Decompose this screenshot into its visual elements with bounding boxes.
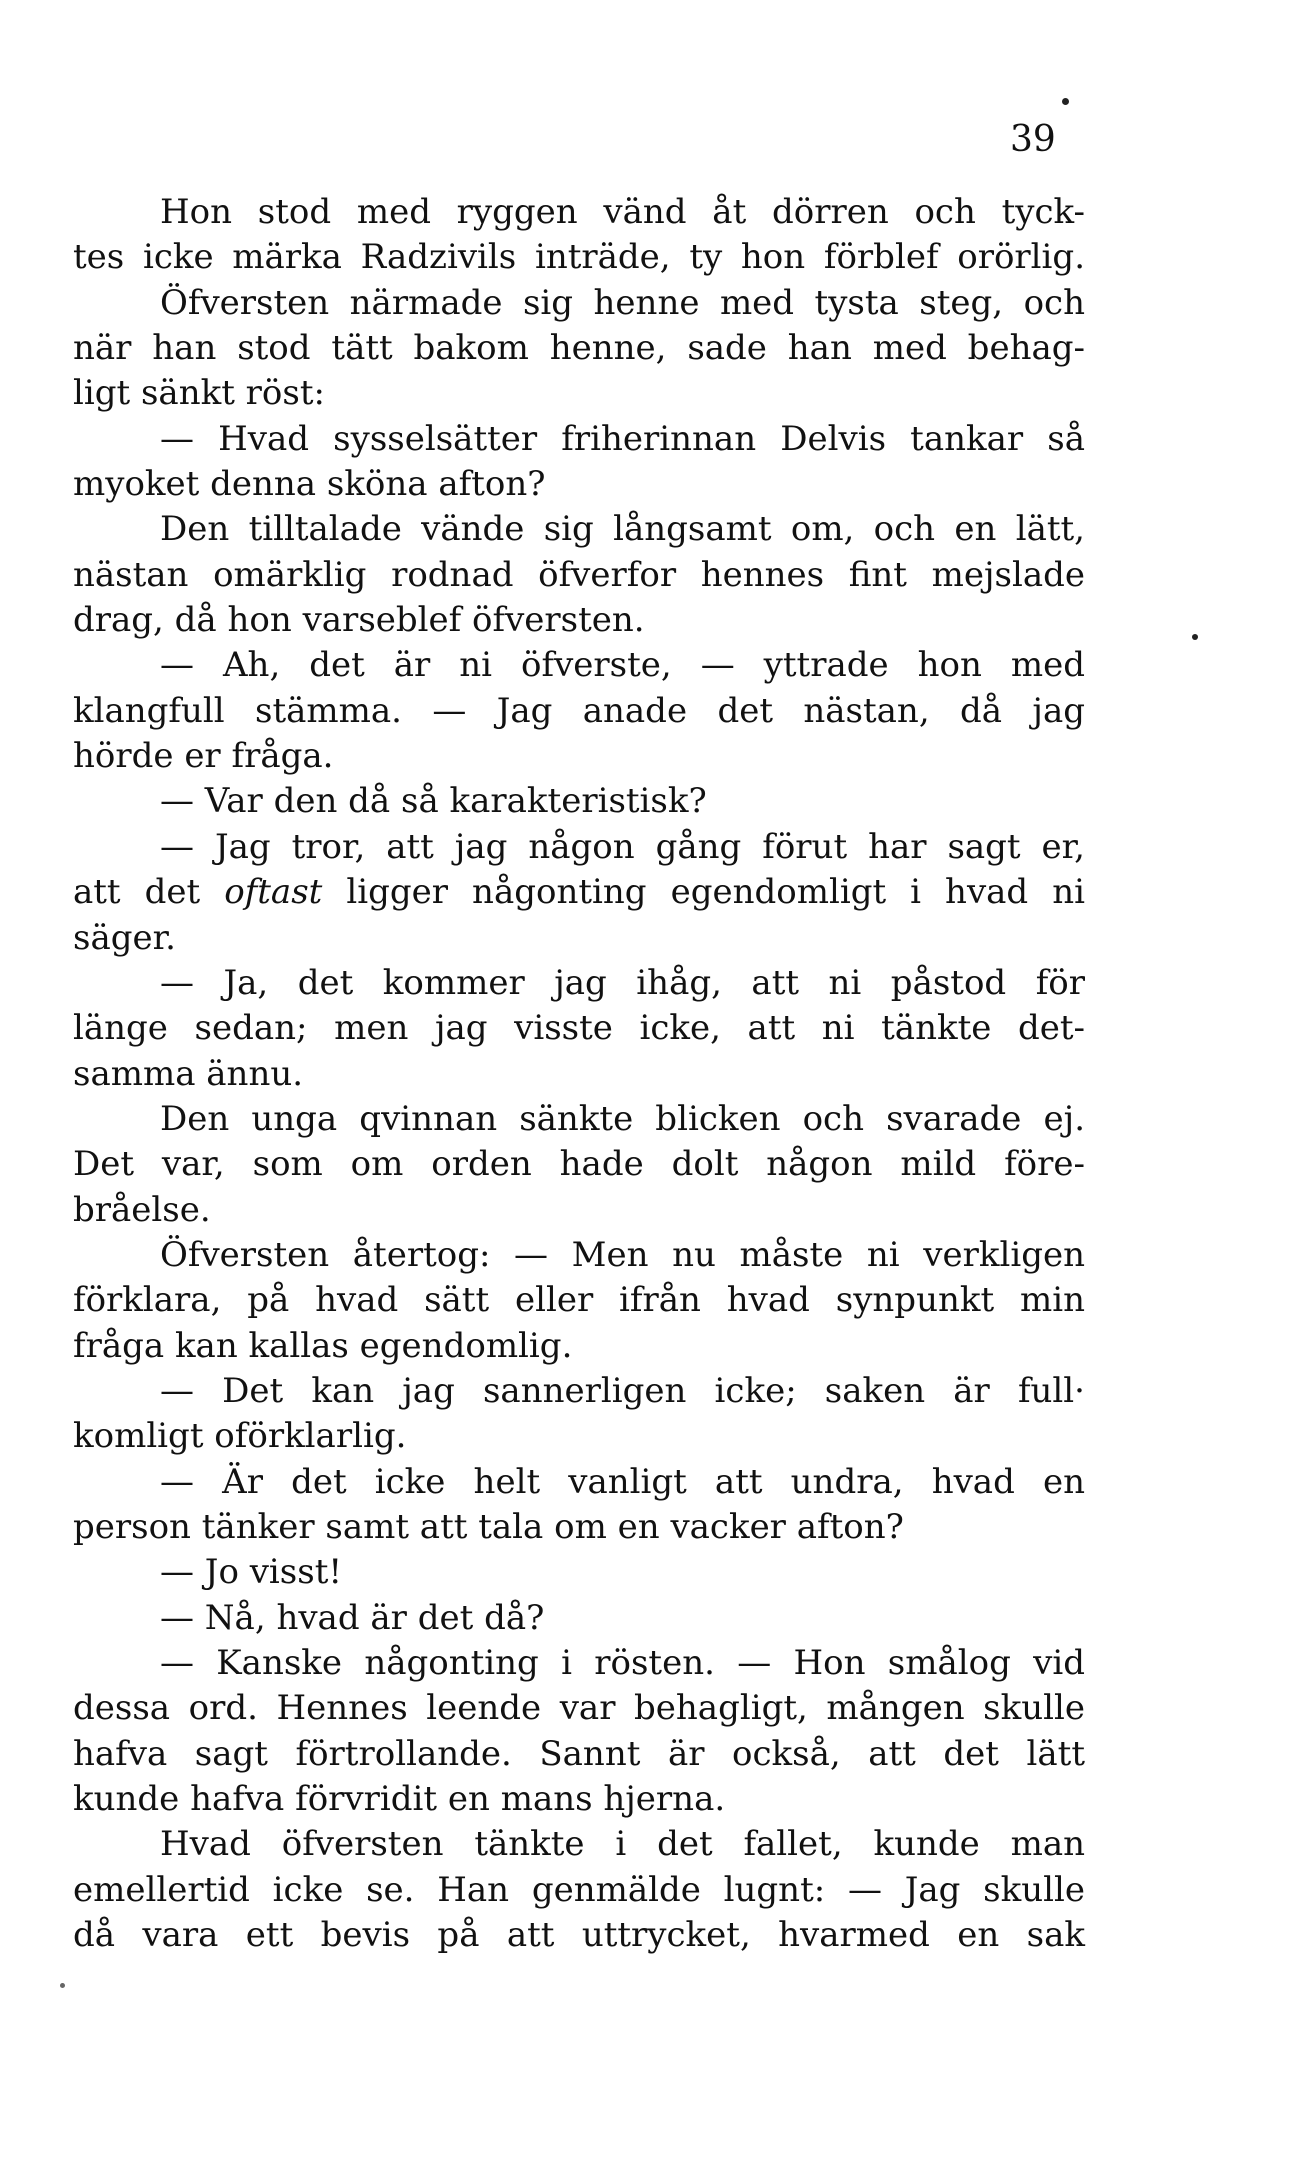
body-text [73, 190, 1085, 1958]
text-line: samma ännu. [73, 1053, 304, 1094]
text-line: Det var, som om orden hade dolt någon mild före- [73, 1144, 1085, 1185]
text-line: emellertid icke se. Han genmälde lugnt: — Jag skulle [73, 1869, 1085, 1910]
text-line: Öfversten återtog: — Men nu måste ni verkligen [160, 1234, 1085, 1275]
text-line: när han stod tätt bakom henne, sade han med behag- [73, 328, 1085, 369]
text-line: tes icke märka Radzivils inträde, ty hon förblef orörlig. [73, 237, 1085, 278]
text-line: länge sedan; men jag visste icke, att ni tänkte det- [73, 1008, 1085, 1049]
text-line: kunde hafva förvridit en mans hjerna. [73, 1779, 726, 1820]
text-line: klangfull stämma. — Jag anade det nästan, då jag [73, 690, 1085, 731]
text-line: förklara, på hvad sätt eller ifrån hvad synpunkt min [73, 1280, 1085, 1321]
text-line: komligt oförklarlig. [73, 1416, 407, 1457]
text-line: att det oftast ligger någonting egendomligt i hvad ni [73, 872, 1086, 913]
text-line: — Ah, det är ni öfverste, — yttrade hon med [160, 645, 1085, 686]
text-line: nästan omärklig rodnad öfverfor hennes fint mejslade [73, 554, 1085, 595]
print-speck [60, 1983, 65, 1988]
text-line: hörde er fråga. [73, 736, 334, 777]
text-line: — Var den då så karakteristisk? [160, 781, 707, 822]
text-line: ligt sänkt röst: [73, 373, 325, 414]
text-line: — Kanske någonting i rösten. — Hon smålog vid [160, 1643, 1085, 1683]
italic-word: oftast [224, 872, 323, 913]
text-line: då vara ett bevis på att uttrycket, hvarmed en sak [73, 1915, 1085, 1956]
text-line: Hvad öfversten tänkte i det fallet, kunde man [160, 1824, 1085, 1865]
text-line: — Hvad sysselsätter friherinnan Delvis tankar så [160, 418, 1085, 459]
text-line: drag, då hon varseblef öfversten. [73, 600, 645, 641]
text-line: hafva sagt förtrollande. Sannt är också, att det lätt [73, 1733, 1085, 1774]
text-line: Den unga qvinnan sänkte blicken och svarade ej. [160, 1098, 1085, 1139]
text-line: dessa ord. Hennes leende var behagligt, mången skulle [73, 1688, 1085, 1729]
text-line: — Ja, det kommer jag ihåg, att ni påstod för [160, 962, 1085, 1003]
print-speck [1192, 634, 1198, 640]
text-line: bråelse. [73, 1189, 211, 1230]
text-line: — Är det icke helt vanligt att undra, hvad en [160, 1461, 1085, 1502]
text-line: — Det kan jag sannerligen icke; saken är full· [160, 1370, 1085, 1411]
text-line: — Nå, hvad är det då? [160, 1597, 545, 1638]
print-speck [1062, 98, 1069, 105]
page-number: 39 [1010, 119, 1056, 160]
text-line: myoket denna sköna afton? [73, 464, 546, 505]
text-line: Hon stod med ryggen vänd åt dörren och tyck- [160, 192, 1085, 232]
text-line: — Jag tror, att jag någon gång förut har sagt er, [160, 826, 1085, 867]
text-line: fråga kan kallas egendomlig. [73, 1325, 573, 1366]
text-line: Den tilltalade vände sig långsamt om, och en lätt, [160, 509, 1085, 550]
text-line: — Jo visst! [160, 1552, 343, 1593]
text-line: säger. [73, 917, 176, 958]
text-line: person tänker samt att tala om en vacker afton? [73, 1506, 904, 1547]
text-line: Öfversten närmade sig henne med tysta steg, och [160, 282, 1085, 323]
